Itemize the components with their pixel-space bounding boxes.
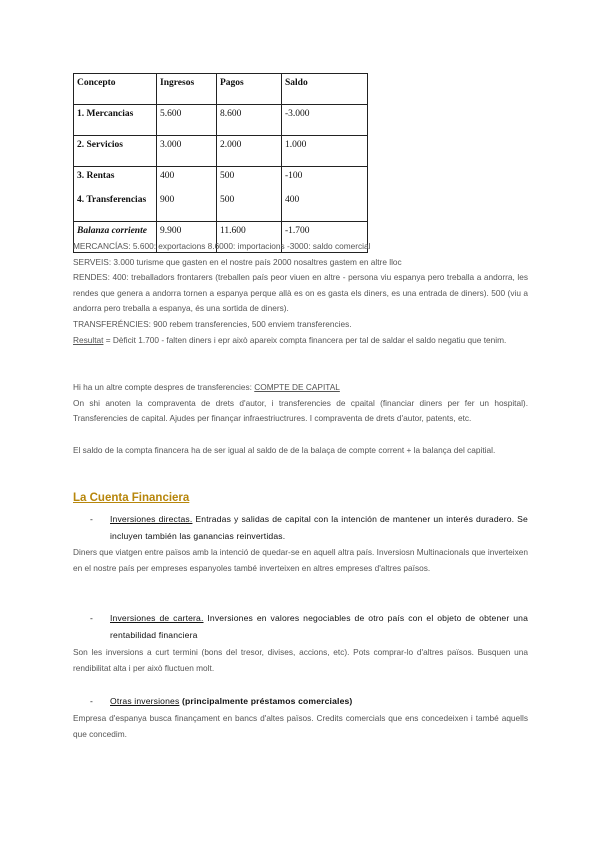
- bullet-lead: Inversiones directas.: [110, 514, 193, 524]
- cell-concepto: Balanza corriente: [74, 222, 157, 253]
- bullet-note: Empresa d'espanya busca finançament en bancs d'altes països. Credits comercials que ens concedeixen i també aquells que concedim.: [73, 713, 528, 739]
- bullet-lead: Inversiones de cartera.: [110, 613, 204, 623]
- cell-pagos: 500: [217, 167, 282, 192]
- table-row: [74, 167, 368, 192]
- header-concepto: Concepto: [74, 74, 157, 105]
- bullet-text: (principalmente préstamos comerciales): [179, 696, 353, 706]
- resultat-label: Resultat: [73, 334, 104, 345]
- notes-block: [73, 239, 528, 348]
- header-pagos: Pagos: [217, 74, 282, 105]
- capital-intro: Hi ha un altre compte despres de transferencies:: [73, 382, 255, 392]
- capital-text: On shi anoten la compraventa de drets d'autor, i transferencies de cpaital (financiar diners per fer un hospital). Transferencies de capital. Ajudes per finançar infraestriuctrures. I compraventa de drets d'autor, patents, etc.: [73, 397, 528, 424]
- bullet-item: [90, 511, 528, 545]
- saldo-note: El saldo de la compta financera ha de ser igual al saldo de de la balaça de compte corrent + la balança del capitial.: [73, 445, 496, 455]
- section-title: La Cuenta Financiera: [73, 492, 190, 504]
- note-serveis: SERVEIS: 3.000 turisme que gasten en el nostre país 2000 nosaltres gastem en altre lloc: [73, 256, 402, 267]
- bullet-dash: -: [90, 696, 93, 706]
- cell-pagos: 2.000: [217, 136, 282, 167]
- table-row: [74, 191, 368, 222]
- bullet-item: [90, 693, 528, 710]
- cell-pagos: 500: [217, 191, 282, 222]
- bullet-note: Diners que viatgen entre països amb la intenció de quedar-se en aquell altra país. Inversiosn Multinacionals que inverteixen en el nostre país per empreses espanyoles també inverteixen en altres empreses d'altres països.: [73, 547, 528, 573]
- cell-concepto: 3. Rentas: [74, 167, 157, 192]
- cell-saldo: 1.000: [282, 136, 368, 167]
- cell-ingresos: 900: [157, 191, 217, 222]
- bullet-text: Entradas y salidas de capital con la intención de mantener un interés duradero. Se incluyen también las ganancias reinvertidas.: [110, 514, 528, 541]
- header-saldo: Saldo: [282, 74, 368, 105]
- balance-table: [73, 73, 368, 253]
- bullet-dash: -: [90, 514, 93, 524]
- bullet-lead: Otras inversiones: [110, 696, 180, 706]
- cell-concepto: 1. Mercancias: [74, 105, 157, 136]
- capital-block: [73, 380, 528, 427]
- cell-concepto: 4. Transferencias: [74, 191, 157, 222]
- capital-intro-line: [73, 380, 528, 396]
- table-row: [74, 136, 368, 167]
- cell-ingresos: 5.600: [157, 105, 217, 136]
- note-rendes: RENDES: 400: treballadors frontarers (treballen país peor viuen en altre - persona viu espanya pero treballa a andorra, les rendes que genera a andorra tornen a espanya perque allà es on es gasta els diners, es una entrada de diners). 500 (viu a andorra pero treballa a espanya, és una sortida de diners).: [73, 272, 528, 314]
- table-header-row: [74, 74, 368, 105]
- cell-ingresos: 400: [157, 167, 217, 192]
- table-row: [74, 105, 368, 136]
- bullet-dash: -: [90, 613, 93, 623]
- cell-saldo: -1.700: [282, 222, 368, 253]
- cell-concepto: 2. Servicios: [74, 136, 157, 167]
- bullet-item: [90, 610, 528, 644]
- cell-ingresos: 9.900: [157, 222, 217, 253]
- bullet-text: Inversiones en valores negociables de otro país con el objeto de obtener una rentabilidad financiera: [110, 613, 528, 640]
- capital-link: COMPTE DE CAPITAL: [254, 382, 340, 392]
- resultat-text: = Dèficit 1.700 - falten diners i epr això apareix compta financera per tal de saldar el saldo negatiu que tenim.: [103, 334, 507, 345]
- note-transferencies: TRANSFERÉNCIES: 900 rebem transferencies, 500 enviem transferencies.: [73, 318, 352, 329]
- header-ingresos: Ingresos: [157, 74, 217, 105]
- cell-saldo: -100: [282, 167, 368, 192]
- cell-pagos: 8.600: [217, 105, 282, 136]
- cell-saldo: -3.000: [282, 105, 368, 136]
- cell-pagos: 11.600: [217, 222, 282, 253]
- cell-saldo: 400: [282, 191, 368, 222]
- note-resultat: [73, 333, 528, 349]
- note-mercancias: MERCANCÍAS: 5.600: exportacions 8.6000: importacions -3000: saldo comercial: [73, 241, 371, 251]
- cell-ingresos: 3.000: [157, 136, 217, 167]
- bullet-note: Son les inversions a curt termini (bons del tresor, divises, accions, etc). Pots comprar-lo d'altres països. Busquen una rendibilitat alta i per això fluctuen molt.: [73, 647, 528, 673]
